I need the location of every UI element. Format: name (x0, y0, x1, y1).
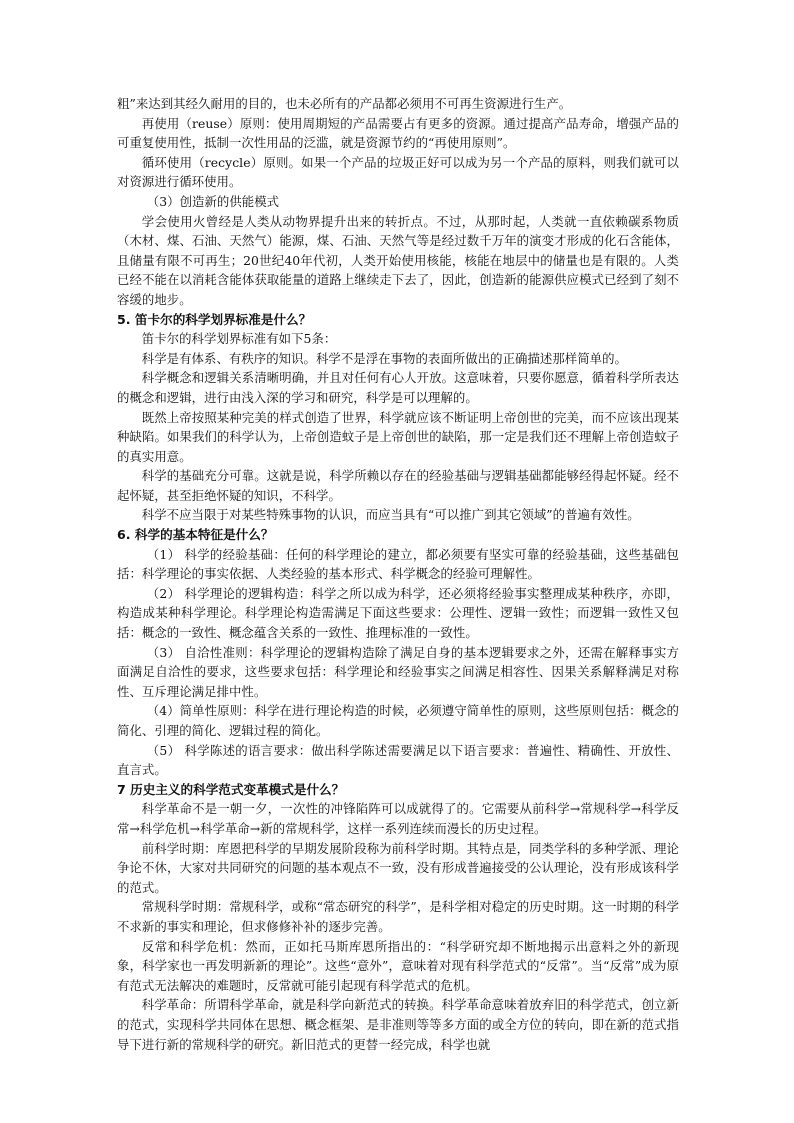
paragraph-scientific-revolution: 科学革命：所谓科学革命，就是科学向新范式的转换。科学革命意味着放弃旧的科学范式，创立新的范式，实现科学共同体在思想、概念框架、是非准则等等多方面的或全方位的转向，即在新的范式指导下进行新的常规科学的研究。新旧范式的更替一经完成，科学也就 (117, 997, 679, 1052)
paragraph-feature-5: （5） 科学陈述的语言要求：做出科学陈述需要满足以下语言要求：普遍性、精确性、开放性、直言式。 (117, 742, 679, 778)
paragraph-feature-3: （3） 自洽性准则：科学理论的逻辑构造除了满足自身的基本逻辑要求之外，还需在解释事实方面满足自洽性的要求，这些要求包括：科学理论和经验事实之间满足相容性、因果关系解释满足对称性、互斥理论满足排中性。 (117, 644, 679, 699)
paragraph-descartes-intro: 笛卡尔的科学划界标准有如下5条： (141, 331, 337, 347)
paragraph-subheading-energy-mode: （3）创造新的供能模式 (146, 193, 280, 209)
paragraph-descartes-1: 科学是有体系、有秩序的知识。科学不是浮在事物的表面所做出的正确描述那样简单的。 (141, 350, 627, 366)
paragraph-pre-science: 前科学时期：库恩把科学的早期发展阶段称为前科学时期。其特点是，同类学科的多种学派、理论争论不休，大家对共同研究的问题的基本观点不一致，没有形成普遍接受的公认理论，没有形成该科学的范式。 (117, 840, 679, 895)
paragraph-anomaly-crisis: 反常和科学危机：然而，正如托马斯库恩所指出的：“科学研究却不断地揭示出意料之外的新现象，科学家也一再发明新新的理论”。这些“意外”，意味着对现有科学范式的“反常”。当“反常”成为原有范式无法解决的难题时，反常就可能引起现有科学范式的危机。 (117, 938, 679, 993)
document-page (117, 94, 679, 1054)
paragraph-descartes-5: 科学不应当限于对某些特殊事物的认识，而应当具有“可以推广到其它领域”的普遍有效性。 (141, 507, 640, 523)
paragraph-feature-4: （4）简单性原则：科学在进行理论构造的时候，必须遵守简单性的原则，这些原则包括：概念的简化、引理的简化、逻辑过程的简化。 (117, 703, 679, 738)
paragraph-reuse-principle: 再使用（reuse）原则：使用周期短的产品需要占有更多的资源。通过提高产品寿命，增强产品的可重复使用性，抵制一次性用品的泛滥，就是资源节约的“再使用原则”。 (117, 115, 679, 151)
paragraph-feature-2: （2） 科学理论的逻辑构造：科学之所以成为科学，还必须将经验事实整理成某种秩序，亦即，构造成某种科学理论。科学理论构造需满足下面这些要求：公理性、逻辑一致性；而逻辑一致性又包括：概念的一致性、概念蕴含关系的一致性、推理标准的一致性。 (117, 585, 679, 641)
paragraph-1: 粗”来达到其经久耐用的目的，也未必所有的产品都必须用不可再生资源进行生产。 (117, 96, 572, 111)
heading-question-7: 7 历史主义的科学范式变革模式是什么？ (117, 781, 345, 797)
heading-question-6: 6. 科学的基本特征是什么？ (117, 527, 274, 543)
paragraph-descartes-2: 科学概念和逻辑关系清晰明确，并且对任何有心人开放。这意味着，只要你愿意，循着科学所表达的概念和逻辑，进行由浅入深的学习和研究，科学是可以理解的。 (117, 370, 679, 405)
paragraph-revolution-intro: 科学革命不是一朝一夕，一次性的冲锋陷阵可以成就得了的。它需要从前科学→常规科学→科学反常→科学危机→科学革命→新的常规科学，这样一系列连续而漫长的历史过程。 (117, 801, 679, 836)
paragraph-descartes-3: 既然上帝按照某种完美的样式创造了世界，科学就应该不断证明上帝创世的完美，而不应该出现某种缺陷。如果我们的科学认为，上帝创造蚊子是上帝创世的缺陷，那一定是我们还不理解上帝创造蚊子的真实用意。 (117, 409, 679, 464)
paragraph-recycle-principle: 循环使用（recycle）原则。如果一个产品的垃圾正好可以成为另一个产品的原料，则我们就可以对资源进行循环使用。 (117, 154, 679, 190)
heading-question-5: 5. 笛卡尔的科学划界标准是什么？ (117, 311, 312, 327)
paragraph-energy-history: 学会使用火曾经是人类从动物界提升出来的转折点。不过，从那时起，人类就一直依赖碳系物质（木材、煤、石油、天然气）能源，煤、石油、天然气等是经过数千万年的演变才形成的化石含能体，且储量有限不可再生；20世纪40年代初，人类开始使用核能，核能在地层中的储量也是有限的。人类已经不能在以消耗含能体获取能量的道路上继续走下去了，因此，创造新的能源供应模式已经到了刻不容缓的地步。 (117, 213, 679, 307)
paragraph-descartes-4: 科学的基础充分可靠。这就是说，科学所赖以存在的经验基础与逻辑基础都能够经得起怀疑。经不起怀疑，甚至拒绝怀疑的知识，不科学。 (117, 468, 679, 503)
paragraph-normal-science: 常规科学时期：常规科学，或称“常态研究的科学”，是科学相对稳定的历史时期。这一时期的科学不求新的事实和理论，但求修修补补的逐步完善。 (117, 899, 679, 934)
paragraph-feature-1: （1） 科学的经验基础：任何的科学理论的建立，都必须要有坚实可靠的经验基础，这些基础包括：科学理论的事实依据、人类经验的基本形式、科学概念的经验可理解性。 (117, 546, 679, 582)
